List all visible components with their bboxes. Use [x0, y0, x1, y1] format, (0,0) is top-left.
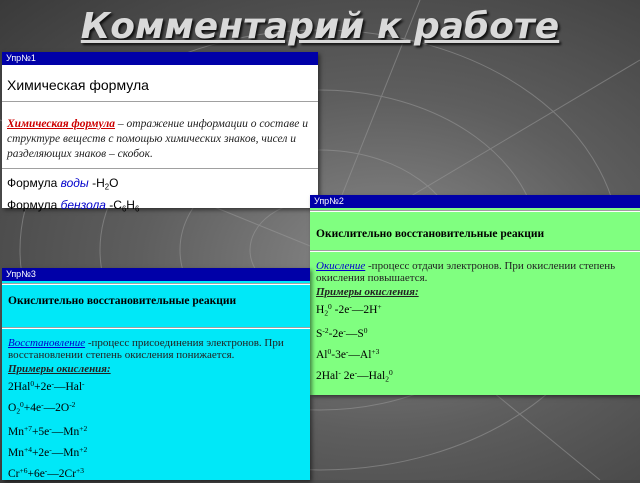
exercise-3-heading: Окислительно восстановительные реакции [8, 295, 237, 307]
divider [2, 101, 318, 103]
exercise-2-heading: Окислительно восстановительные реакции [316, 228, 545, 240]
water-formula-line: Формула воды $-H_2O$ [7, 176, 119, 192]
exercise-1-titlebar[interactable]: Упр№1 [2, 52, 318, 65]
divider [2, 283, 310, 285]
divider [310, 210, 640, 212]
exercise-2-window[interactable] [310, 195, 640, 395]
exercise-1-window[interactable] [2, 52, 318, 214]
exercise-3-window[interactable] [2, 268, 310, 480]
reduction-term: Восстановление [8, 337, 86, 349]
definition-term: Химическая формула [7, 118, 116, 130]
example-line: $Mn^{+7}+5e^-—Mn^{+2}$ [8, 423, 88, 438]
examples-label: Примеры окисления: [8, 363, 111, 375]
water-word: воды [60, 176, 89, 190]
example-line: 2Hal$^0$+2e-—Hal- [8, 379, 85, 394]
benzene-formula-line: Формула бензола $-C_6H_6$ [7, 197, 140, 214]
example-line: $H_2^0$ -2e-—2H+ [316, 302, 382, 318]
examples-label: Примеры окисления: [316, 286, 419, 298]
example-line: $Al^0-3e^-—Al^{+3}$ [316, 346, 380, 361]
example-line: $O_2^0+4e^-—2O^{-2}$ [8, 400, 76, 416]
example-line: $S^{-2}-2e^-—S^0$ [316, 325, 368, 340]
definition-text: – отражение информации о составе и структуре веществ с помощью химических знаков, чисел и разделяющих знаков – скобок. [7, 118, 308, 160]
definition [7, 117, 314, 162]
oxidation-term: Окисление [316, 260, 366, 272]
reduction-definition: Восстановление -процесс присоединения электронов. При восстановлении степень окисления понижается. [8, 337, 284, 361]
divider [310, 250, 640, 252]
exercise-3-titlebar[interactable]: Упр№3 [2, 268, 310, 281]
page-title: Комментарий к работе [80, 6, 560, 47]
example-line: $Cr^{+6}+6e^-—2Cr^{+3}$ [8, 466, 84, 481]
exercise-1-heading: Химическая формула [7, 77, 149, 93]
divider [2, 168, 318, 170]
benzene-word: бензола [60, 197, 106, 212]
oxidation-definition: Окисление -процесс отдачи электронов. При окислении степень окисления повышается. [316, 260, 616, 284]
exercise-2-titlebar[interactable]: Упр№2 [310, 195, 640, 208]
example-line: $Mn^{+4}+2e^-—Mn^{+2}$ [8, 444, 88, 460]
example-line: 2Hal- 2e-—Hal$_2^0$ [316, 367, 393, 384]
divider [2, 327, 310, 329]
